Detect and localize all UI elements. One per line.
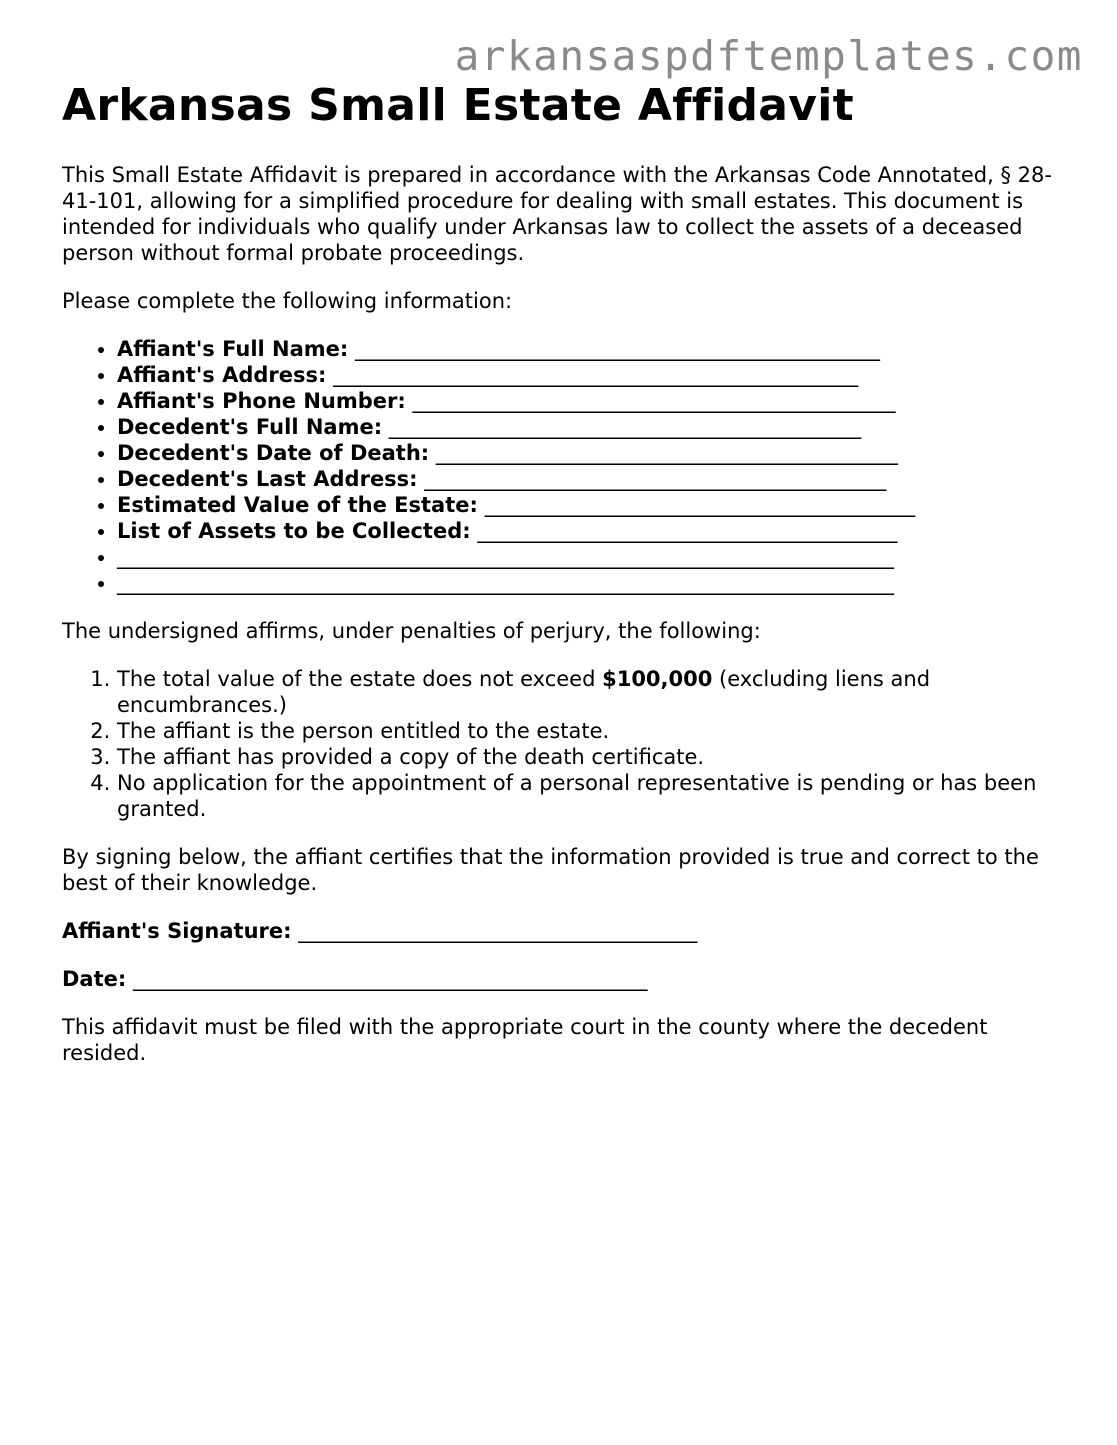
affirmation-intro: The undersigned affirms, under penalties of perjury, the following:	[62, 619, 761, 643]
affirmation-item: 2. The affiant is the person entitled to the estate.	[117, 718, 1052, 744]
watermark: arkansaspdftemplates.com	[454, 32, 1083, 80]
affirmation-item: 3. The affiant has provided a copy of the death certificate.	[117, 744, 1052, 770]
affirmation-item: 4. No application for the appointment of a personal representative is pending or has been granted.	[117, 770, 1052, 822]
field-blank[interactable]: __________________________________________________	[355, 337, 880, 361]
field-blank[interactable]: __________________________________________________	[333, 363, 859, 387]
field-decedent-full-name[interactable]	[117, 414, 1052, 440]
field-blank[interactable]: __________________________________________________________________________	[117, 571, 894, 595]
estate-value-limit: $100,000	[602, 667, 713, 691]
signature-label: Affiant's Signature:	[62, 919, 292, 943]
field-label: Affiant's Address:	[117, 363, 327, 387]
information-fields-list	[62, 336, 1052, 596]
affirmation-item: 1. The total value of the estate does not exceed $100,000 (excluding liens and encumbrances.)	[117, 666, 1052, 718]
field-blank[interactable]: _____________________________________________	[388, 415, 862, 439]
filing-note: This affidavit must be filed with the appropriate court in the county where the decedent resided.	[62, 1015, 988, 1065]
signature-blank[interactable]: ______________________________________	[298, 919, 698, 943]
field-extra-line-2[interactable]	[117, 570, 1052, 596]
intro-paragraph: This Small Estate Affidavit is prepared in accordance with the Arkansas Code Annotated, § 28-41-101, allowing for a simplified procedure for dealing with small estates. This document is intended for individuals who qualify under Arkansas law to collect the assets of a deceased person without formal probate proceedings.	[62, 163, 1052, 265]
field-list-of-assets[interactable]	[117, 518, 1052, 544]
field-label: Estimated Value of the Estate:	[117, 493, 478, 517]
field-decedent-date-of-death[interactable]	[117, 440, 1052, 466]
field-affiant-phone[interactable]	[117, 388, 1052, 414]
field-decedent-last-address[interactable]	[117, 466, 1052, 492]
field-affiant-full-name[interactable]	[117, 336, 1052, 362]
instruction-text: Please complete the following information:	[62, 289, 513, 313]
certification-text: By signing below, the affiant certifies that the information provided is true and correct to the best of their knowledge.	[62, 845, 1039, 895]
field-label: List of Assets to be Collected:	[117, 519, 471, 543]
field-label: Decedent's Date of Death:	[117, 441, 430, 465]
affirmations-list	[62, 666, 1052, 822]
field-label: Affiant's Full Name:	[117, 337, 349, 361]
page-title: Arkansas Small Estate Affidavit	[62, 80, 854, 131]
date-label: Date:	[62, 967, 127, 991]
field-estimated-value[interactable]	[117, 492, 1052, 518]
field-blank[interactable]: ____________________________________________	[424, 467, 887, 491]
field-extra-line-1[interactable]	[117, 544, 1052, 570]
document-page	[62, 82, 1052, 1066]
field-label: Decedent's Full Name:	[117, 415, 383, 439]
field-blank[interactable]: __________________________________________________________________________	[117, 545, 894, 569]
date-blank[interactable]: _________________________________________________	[132, 967, 648, 991]
field-blank[interactable]: _________________________________________	[484, 493, 916, 517]
field-blank[interactable]: ______________________________________________	[412, 389, 896, 413]
date-line[interactable]	[62, 966, 1052, 992]
signature-line[interactable]	[62, 918, 1052, 944]
field-blank[interactable]: ____________________________________________	[435, 441, 898, 465]
field-blank[interactable]: ________________________________________	[477, 519, 898, 543]
field-label: Affiant's Phone Number:	[117, 389, 406, 413]
field-affiant-address[interactable]	[117, 362, 1052, 388]
field-label: Decedent's Last Address:	[117, 467, 418, 491]
